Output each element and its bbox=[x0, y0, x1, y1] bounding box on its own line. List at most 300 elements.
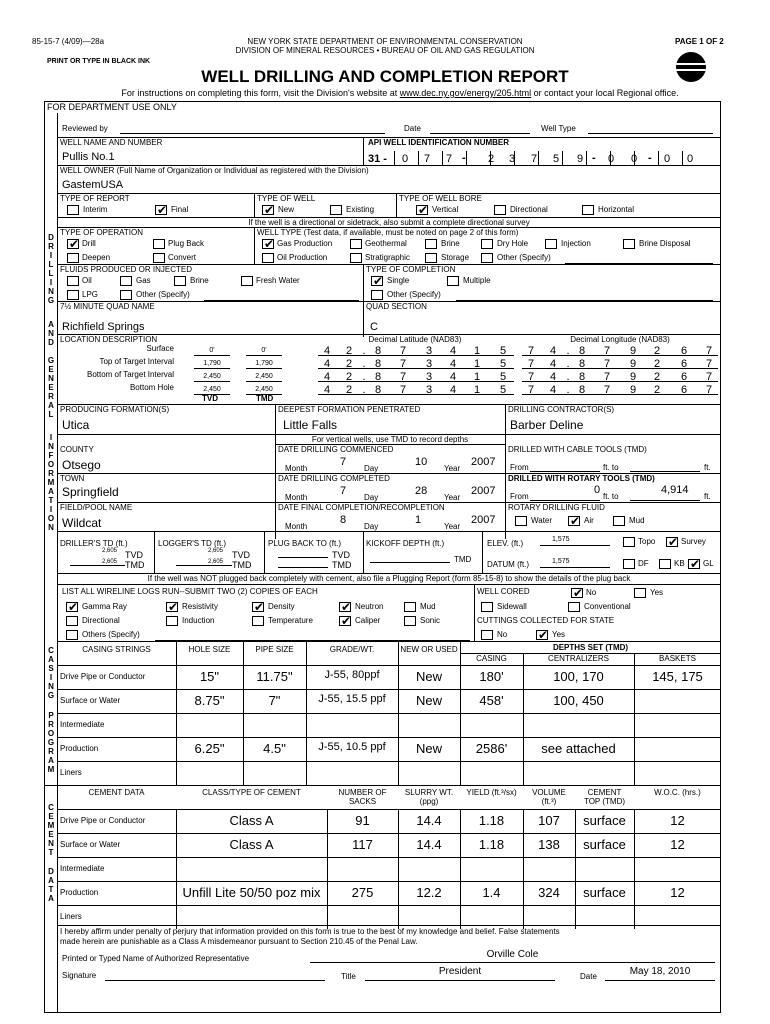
centralizers-header: CENTRALIZERS bbox=[548, 654, 609, 663]
induction-checkbox[interactable] bbox=[166, 616, 178, 626]
side-letter: E bbox=[48, 830, 54, 839]
dry-hole-checkbox[interactable] bbox=[481, 239, 493, 249]
latitude-digit: 7 bbox=[399, 345, 407, 357]
side-letter: R bbox=[48, 242, 54, 251]
side-letter: E bbox=[48, 383, 54, 392]
deepen-checkbox[interactable] bbox=[67, 253, 79, 263]
lpg-checkbox-label: LPG bbox=[82, 290, 99, 299]
latitude-digit: 2 bbox=[345, 384, 353, 396]
latitude-digit: 4 bbox=[323, 371, 331, 383]
df-checkbox[interactable] bbox=[623, 559, 635, 569]
latitude-digit: 5 bbox=[499, 384, 507, 396]
other-well-type-checkbox[interactable] bbox=[481, 253, 493, 263]
cuttings-yes-checkbox[interactable] bbox=[536, 630, 548, 640]
others-log-checkbox[interactable] bbox=[66, 630, 78, 640]
api-cell-divider bbox=[610, 151, 611, 165]
topo-checkbox[interactable] bbox=[623, 537, 635, 547]
gl-checkbox[interactable] bbox=[688, 559, 700, 569]
casing-new: New bbox=[415, 693, 442, 708]
longitude-digit: 4 bbox=[549, 358, 557, 370]
df-checkbox-label: DF bbox=[638, 559, 649, 568]
longitude-digit: 7 bbox=[705, 384, 713, 396]
casing-hole: 6.25" bbox=[194, 741, 225, 756]
longitude-digit: 7 bbox=[705, 358, 713, 370]
geothermal-checkbox[interactable] bbox=[350, 239, 362, 249]
api-cell-divider bbox=[394, 151, 395, 165]
casing-cent: see attached bbox=[541, 741, 616, 756]
casing-new: New bbox=[415, 741, 442, 756]
side-letter: R bbox=[48, 392, 54, 401]
sonic-checkbox-label: Sonic bbox=[420, 616, 441, 625]
side-letter: C bbox=[48, 803, 54, 812]
casing-cent: 100, 170 bbox=[553, 669, 604, 684]
casing-header: CASING STRINGS bbox=[82, 645, 151, 654]
longitude-digit: 6 bbox=[680, 371, 688, 383]
month-value: 7 bbox=[340, 456, 347, 468]
side-letter: R bbox=[48, 747, 54, 756]
sidewall-checkbox[interactable] bbox=[481, 602, 493, 612]
api-cell-divider bbox=[490, 151, 491, 165]
latitude-digit: 3 bbox=[425, 345, 433, 357]
checkmark-icon: ✔ bbox=[341, 614, 352, 628]
api-digit: 0 bbox=[607, 153, 615, 165]
town: Springfield bbox=[62, 485, 119, 499]
casing-hole: 8.75" bbox=[194, 693, 225, 708]
cored-no-checkbox[interactable] bbox=[571, 588, 583, 598]
side-letter: A bbox=[48, 320, 54, 329]
casing-row-label: Production bbox=[60, 744, 99, 753]
api-cell-divider bbox=[466, 151, 467, 165]
location-row-label: Surface bbox=[146, 344, 174, 353]
temperature-checkbox-label: Temperature bbox=[268, 616, 313, 625]
checkmark-icon: ✔ bbox=[573, 586, 584, 600]
cement-woc: 12 bbox=[670, 837, 685, 852]
other-completion-checkbox[interactable] bbox=[371, 290, 383, 300]
field-pool: Wildcat bbox=[62, 516, 102, 530]
multiple-checkbox[interactable] bbox=[447, 276, 459, 286]
induction-checkbox-label: Induction bbox=[182, 616, 215, 625]
year-label: Year bbox=[444, 522, 461, 531]
checkmark-icon: ✔ bbox=[69, 237, 80, 251]
side-letter: G bbox=[47, 296, 55, 305]
survey-checkbox-label: Survey bbox=[681, 537, 706, 546]
checkmark-icon: ✔ bbox=[668, 535, 679, 549]
api-digit: 7 bbox=[530, 153, 538, 165]
side-letter: N bbox=[48, 523, 54, 532]
dry-hole-checkbox-label: Dry Hole bbox=[497, 239, 529, 248]
stratigraphic-checkbox-label: Stratigraphic bbox=[365, 253, 410, 262]
longitude-digit: 8 bbox=[578, 345, 586, 357]
agency-name: NEW YORK STATE DEPARTMENT OF ENVIRONMENTAL CONSERVATION bbox=[247, 37, 523, 46]
longitude-digit: 7 bbox=[603, 358, 611, 370]
casing-grade: J-55, 80ppf bbox=[324, 669, 380, 681]
side-letter: I bbox=[49, 505, 53, 514]
existing-checkbox-label: Existing bbox=[346, 205, 375, 214]
api-digit: 0 bbox=[663, 153, 671, 165]
longitude-digit: 7 bbox=[705, 345, 713, 357]
location-tmd: 2,450 bbox=[255, 386, 273, 393]
longitude-digit: 8 bbox=[578, 384, 586, 396]
directional-log-checkbox[interactable] bbox=[66, 616, 78, 626]
side-letter: G bbox=[47, 738, 55, 747]
neutron-checkbox-label: Neutron bbox=[355, 602, 384, 611]
location-tmd: 1,790 bbox=[255, 360, 273, 367]
side-letter: I bbox=[49, 673, 53, 682]
api-digit: 3 bbox=[508, 153, 516, 165]
casing-cas: 458' bbox=[479, 693, 504, 708]
side-letter: T bbox=[48, 885, 54, 894]
geothermal-checkbox-label: Geothermal bbox=[365, 239, 407, 248]
oil-checkbox[interactable] bbox=[67, 276, 79, 286]
month-label: Month bbox=[285, 522, 308, 531]
sonic-checkbox[interactable] bbox=[404, 616, 416, 626]
print-note: PRINT OR TYPE IN BLACK INK bbox=[47, 58, 151, 65]
fresh-water-checkbox-label: Fresh Water bbox=[256, 276, 300, 285]
storage-checkbox[interactable] bbox=[425, 253, 437, 263]
side-letter: M bbox=[47, 765, 55, 774]
checkmark-icon: ✔ bbox=[254, 600, 265, 614]
side-letter: N bbox=[48, 839, 54, 848]
cement-volume: 107 bbox=[538, 813, 560, 828]
gamma-ray-checkbox[interactable] bbox=[66, 602, 78, 612]
gas-production-checkbox[interactable] bbox=[262, 239, 274, 249]
fluid-brine-checkbox-label: Brine bbox=[190, 276, 209, 285]
others-log-checkbox-label: Others (Specify) bbox=[82, 630, 140, 639]
side-letter: A bbox=[48, 655, 54, 664]
longitude-digit: 9 bbox=[629, 384, 637, 396]
cement-header: NUMBER OF SACKS bbox=[338, 788, 387, 806]
longitude-digit: 7 bbox=[705, 371, 713, 383]
temperature-checkbox[interactable] bbox=[252, 616, 264, 626]
side-letter: A bbox=[48, 756, 54, 765]
api-cell-divider bbox=[514, 151, 515, 165]
longitude-digit: 8 bbox=[578, 358, 586, 370]
casing-header: NEW OR USED bbox=[400, 645, 458, 654]
api-cell-divider bbox=[634, 151, 635, 165]
brine-disposal-checkbox[interactable] bbox=[623, 239, 635, 249]
year-label: Year bbox=[444, 493, 461, 502]
location-row-label: Bottom Hole bbox=[129, 383, 174, 392]
side-letter: I bbox=[49, 251, 53, 260]
quad-section: C bbox=[370, 321, 378, 333]
gas-production-checkbox-label: Gas Production bbox=[277, 239, 333, 248]
side-letter: A bbox=[48, 894, 54, 903]
longitude-digit: 8 bbox=[578, 371, 586, 383]
casing-pipe: 11.75" bbox=[256, 669, 293, 684]
gamma-ray-checkbox-label: Gamma Ray bbox=[82, 602, 127, 611]
caliper-checkbox-label: Caliper bbox=[355, 616, 381, 625]
gas-checkbox[interactable] bbox=[120, 276, 132, 286]
checkmark-icon: ✔ bbox=[418, 203, 429, 217]
side-letter: N bbox=[48, 287, 54, 296]
division-name: DIVISION OF MINERAL RESOURCES • BUREAU OF OIL AND GAS REGULATION bbox=[235, 46, 535, 55]
side-letter: E bbox=[48, 365, 54, 374]
latitude-digit: 4 bbox=[449, 345, 457, 357]
latitude-digit: 3 bbox=[425, 358, 433, 370]
dec-logo bbox=[676, 52, 706, 82]
cement-woc: 12 bbox=[670, 885, 685, 900]
longitude-digit: 6 bbox=[680, 358, 688, 370]
side-letter: N bbox=[48, 682, 54, 691]
day-label: Day bbox=[364, 493, 379, 502]
side-letter: C bbox=[48, 646, 54, 655]
longitude-digit: 4 bbox=[549, 371, 557, 383]
side-letter: P bbox=[48, 711, 54, 720]
horizontal-checkbox[interactable] bbox=[582, 205, 594, 215]
cement-header: W.O.C. (hrs.) bbox=[654, 788, 701, 797]
latitude-digit: 4 bbox=[323, 358, 331, 370]
resistivity-checkbox-label: Resistivity bbox=[182, 602, 219, 611]
side-letter: S bbox=[48, 664, 54, 673]
casing-row-label: Liners bbox=[60, 768, 82, 777]
casing-header: GRADE/WT. bbox=[329, 645, 375, 654]
latitude-digit: 3 bbox=[425, 384, 433, 396]
producing-formation: Utica bbox=[62, 418, 90, 432]
latitude-digit: 4 bbox=[449, 371, 457, 383]
api-digit: 7 bbox=[445, 153, 453, 165]
mud-log-checkbox[interactable] bbox=[404, 602, 416, 612]
final-checkbox[interactable] bbox=[155, 205, 167, 215]
api-cell-divider bbox=[418, 151, 419, 165]
drilling-contractor: Barber Deline bbox=[510, 418, 584, 432]
day-label: Day bbox=[364, 522, 379, 531]
side-letter: A bbox=[48, 487, 54, 496]
other-well-type-checkbox-label: Other (Specify) bbox=[497, 253, 551, 262]
cement-row-label: Production bbox=[60, 888, 99, 897]
cement-yield: 1.4 bbox=[482, 885, 501, 900]
side-letter: L bbox=[48, 410, 54, 419]
side-letter: I bbox=[49, 433, 53, 442]
api-digit: 0 bbox=[630, 153, 638, 165]
side-letter: N bbox=[48, 442, 54, 451]
longitude-digit: 6 bbox=[680, 384, 688, 396]
cement-slurry: 14.4 bbox=[416, 813, 442, 828]
cement-volume: 138 bbox=[538, 837, 560, 852]
api-cell-divider bbox=[586, 151, 587, 165]
multiple-checkbox-label: Multiple bbox=[463, 276, 491, 285]
gl-checkbox-label: GL bbox=[703, 559, 714, 568]
side-letter: N bbox=[48, 374, 54, 383]
directional-log-checkbox-label: Directional bbox=[82, 616, 120, 625]
dept-use-label: FOR DEPARTMENT USE ONLY bbox=[47, 102, 177, 112]
month-label: Month bbox=[285, 464, 308, 473]
survey-checkbox[interactable] bbox=[666, 537, 678, 547]
cement-row-label: Intermediate bbox=[60, 864, 105, 873]
casing-grade: J-55, 15.5 ppf bbox=[318, 693, 386, 705]
side-letter: D bbox=[48, 867, 54, 876]
latitude-digit: 1 bbox=[473, 371, 481, 383]
api-cell-divider bbox=[682, 151, 683, 165]
injection-checkbox-label: Injection bbox=[561, 239, 591, 248]
directional-note: If the well is a directional or sidetrack, also submit a complete directional survey bbox=[248, 218, 530, 227]
cement-sacks: 91 bbox=[355, 813, 370, 828]
cement-row-label: Liners bbox=[60, 912, 82, 921]
air-checkbox[interactable] bbox=[568, 516, 580, 526]
longitude-digit: . bbox=[566, 345, 570, 357]
location-tvd: 2,450 bbox=[203, 386, 221, 393]
api-cell-divider bbox=[658, 151, 659, 165]
cement-class: Class A bbox=[229, 813, 274, 828]
longitude-digit: 4 bbox=[549, 384, 557, 396]
oil-production-checkbox[interactable] bbox=[262, 253, 274, 263]
location-tmd: 2,450 bbox=[255, 373, 273, 380]
other-fluid-checkbox[interactable] bbox=[120, 290, 132, 300]
latitude-digit: 3 bbox=[425, 371, 433, 383]
sidewall-checkbox-label: Sidewall bbox=[497, 602, 527, 611]
longitude-digit: 7 bbox=[603, 384, 611, 396]
month-value: 7 bbox=[340, 485, 347, 497]
new-well-checkbox-label: New bbox=[278, 205, 295, 214]
fresh-water-checkbox[interactable] bbox=[241, 276, 253, 286]
location-tmd: 0' bbox=[261, 347, 267, 354]
stratigraphic-checkbox[interactable] bbox=[350, 253, 362, 263]
convert-checkbox-label: Convert bbox=[168, 253, 197, 262]
month-value: 8 bbox=[340, 514, 347, 526]
cement-header: CLASS/TYPE OF CEMENT bbox=[202, 788, 301, 797]
casing-depth-header: CASING bbox=[476, 654, 507, 663]
api-prefix: 31 - bbox=[368, 153, 387, 165]
cement-header: SLURRY WT. (ppg) bbox=[404, 788, 454, 806]
api-cell-divider bbox=[442, 151, 443, 165]
month-label: Month bbox=[285, 493, 308, 502]
single-checkbox-label: Single bbox=[387, 276, 410, 285]
directional-checkbox[interactable] bbox=[494, 205, 506, 215]
latitude-digit: . bbox=[362, 384, 366, 396]
latitude-digit: 8 bbox=[374, 384, 382, 396]
cement-header: VOLUME (ft.³) bbox=[532, 788, 566, 806]
api-digit: 9 bbox=[576, 153, 584, 165]
interim-checkbox-label: Interim bbox=[83, 205, 108, 214]
side-letter: D bbox=[48, 233, 54, 242]
cored-no-checkbox-label: No bbox=[586, 588, 597, 597]
api-digit: 5 bbox=[552, 153, 560, 165]
vertical-checkbox[interactable] bbox=[416, 205, 428, 215]
cement-slurry: 14.4 bbox=[416, 837, 442, 852]
directional-checkbox-label: Directional bbox=[510, 205, 548, 214]
latitude-digit: 4 bbox=[449, 384, 457, 396]
side-letter: L bbox=[48, 269, 54, 278]
side-letter: N bbox=[48, 329, 54, 338]
day-value: 10 bbox=[415, 456, 428, 468]
side-letter: M bbox=[47, 478, 55, 487]
brine-checkbox[interactable] bbox=[425, 239, 437, 249]
caliper-checkbox[interactable] bbox=[339, 616, 351, 626]
final-checkbox-label: Final bbox=[171, 205, 189, 214]
vertical-checkbox-label: Vertical bbox=[432, 205, 459, 214]
conventional-checkbox[interactable] bbox=[568, 602, 580, 612]
representative-title: President bbox=[438, 966, 482, 977]
longitude-digit: 2 bbox=[653, 345, 661, 357]
latitude-digit: 7 bbox=[399, 358, 407, 370]
water-checkbox[interactable] bbox=[515, 516, 527, 526]
deepen-checkbox-label: Deepen bbox=[82, 253, 111, 262]
neutron-checkbox[interactable] bbox=[339, 602, 351, 612]
checkmark-icon: ✔ bbox=[264, 237, 275, 251]
kb-checkbox[interactable] bbox=[659, 559, 671, 569]
latitude-digit: 7 bbox=[399, 371, 407, 383]
cement-header: CEMENT DATA bbox=[88, 788, 145, 797]
api-dash: - bbox=[462, 152, 466, 164]
checkmark-icon: ✔ bbox=[538, 628, 549, 642]
other-fluid-checkbox-label: Other (Specify) bbox=[136, 290, 190, 299]
page-indicator: PAGE 1 OF 2 bbox=[675, 37, 724, 46]
latitude-digit: 4 bbox=[323, 345, 331, 357]
latitude-digit: . bbox=[362, 371, 366, 383]
day-value: 1 bbox=[415, 514, 422, 526]
side-letter: O bbox=[47, 460, 55, 469]
interim-checkbox[interactable] bbox=[67, 205, 79, 215]
latitude-digit: 5 bbox=[499, 358, 507, 370]
single-checkbox[interactable] bbox=[371, 276, 383, 286]
fluid-brine-checkbox[interactable] bbox=[174, 276, 186, 286]
convert-checkbox[interactable] bbox=[153, 253, 165, 263]
depths-set-header: DEPTHS SET (TMD) bbox=[552, 643, 629, 652]
density-checkbox[interactable] bbox=[252, 602, 264, 612]
casing-header: PIPE SIZE bbox=[255, 645, 294, 654]
cement-top: surface bbox=[583, 837, 626, 852]
baskets-header: BASKETS bbox=[659, 654, 696, 663]
checkmark-icon: ✔ bbox=[157, 203, 168, 217]
gas-checkbox-label: Gas bbox=[136, 276, 151, 285]
casing-hole: 15" bbox=[199, 669, 220, 684]
longitude-digit: 7 bbox=[527, 371, 535, 383]
casing-cas: 180' bbox=[479, 669, 504, 684]
cement-class: Class A bbox=[229, 837, 274, 852]
cement-row-label: Drive Pipe or Conductor bbox=[60, 816, 146, 825]
year-value: 2007 bbox=[471, 485, 496, 497]
longitude-digit: 2 bbox=[653, 384, 661, 396]
new-well-checkbox[interactable] bbox=[262, 205, 274, 215]
latitude-digit: 1 bbox=[473, 358, 481, 370]
checkmark-icon: ✔ bbox=[264, 203, 275, 217]
existing-checkbox[interactable] bbox=[330, 205, 342, 215]
casing-bask: 145, 175 bbox=[652, 669, 703, 684]
signature-line[interactable] bbox=[105, 980, 325, 981]
longitude-digit: . bbox=[566, 384, 570, 396]
longitude-digit: 2 bbox=[653, 358, 661, 370]
drill-checkbox[interactable] bbox=[67, 239, 79, 249]
api-dash: - bbox=[648, 152, 652, 164]
latitude-digit: 8 bbox=[374, 371, 382, 383]
well-name: Pullis No.1 bbox=[62, 151, 115, 163]
longitude-digit: 7 bbox=[603, 371, 611, 383]
latitude-digit: 7 bbox=[399, 384, 407, 396]
injection-checkbox[interactable] bbox=[545, 239, 557, 249]
signature-date: May 18, 2010 bbox=[629, 966, 691, 977]
cement-row-label: Surface or Water bbox=[60, 840, 121, 849]
casing-row-label: Surface or Water bbox=[60, 696, 121, 705]
side-letter: M bbox=[47, 821, 55, 830]
instructions-link[interactable]: www.dec.ny.gov/energy/205.html bbox=[399, 88, 532, 98]
cuttings-no-checkbox[interactable] bbox=[481, 630, 493, 640]
mud-checkbox[interactable] bbox=[613, 516, 625, 526]
cement-sacks: 275 bbox=[351, 885, 374, 900]
mud-checkbox-label: Mud bbox=[629, 516, 645, 525]
latitude-digit: 5 bbox=[499, 371, 507, 383]
brine-disposal-checkbox-label: Brine Disposal bbox=[639, 239, 691, 248]
latitude-digit: 2 bbox=[345, 345, 353, 357]
plug-back-checkbox-label: Plug Back bbox=[168, 239, 205, 248]
resistivity-checkbox[interactable] bbox=[166, 602, 178, 612]
conventional-checkbox-label: Conventional bbox=[584, 602, 631, 611]
plug-back-checkbox[interactable] bbox=[153, 239, 165, 249]
quad-name: Richfield Springs bbox=[62, 321, 145, 333]
lpg-checkbox[interactable] bbox=[67, 290, 79, 300]
api-digit: 0 bbox=[686, 153, 694, 165]
side-letter: L bbox=[48, 260, 54, 269]
cement-yield: 1.18 bbox=[478, 813, 505, 828]
cored-yes-checkbox[interactable] bbox=[634, 588, 646, 598]
